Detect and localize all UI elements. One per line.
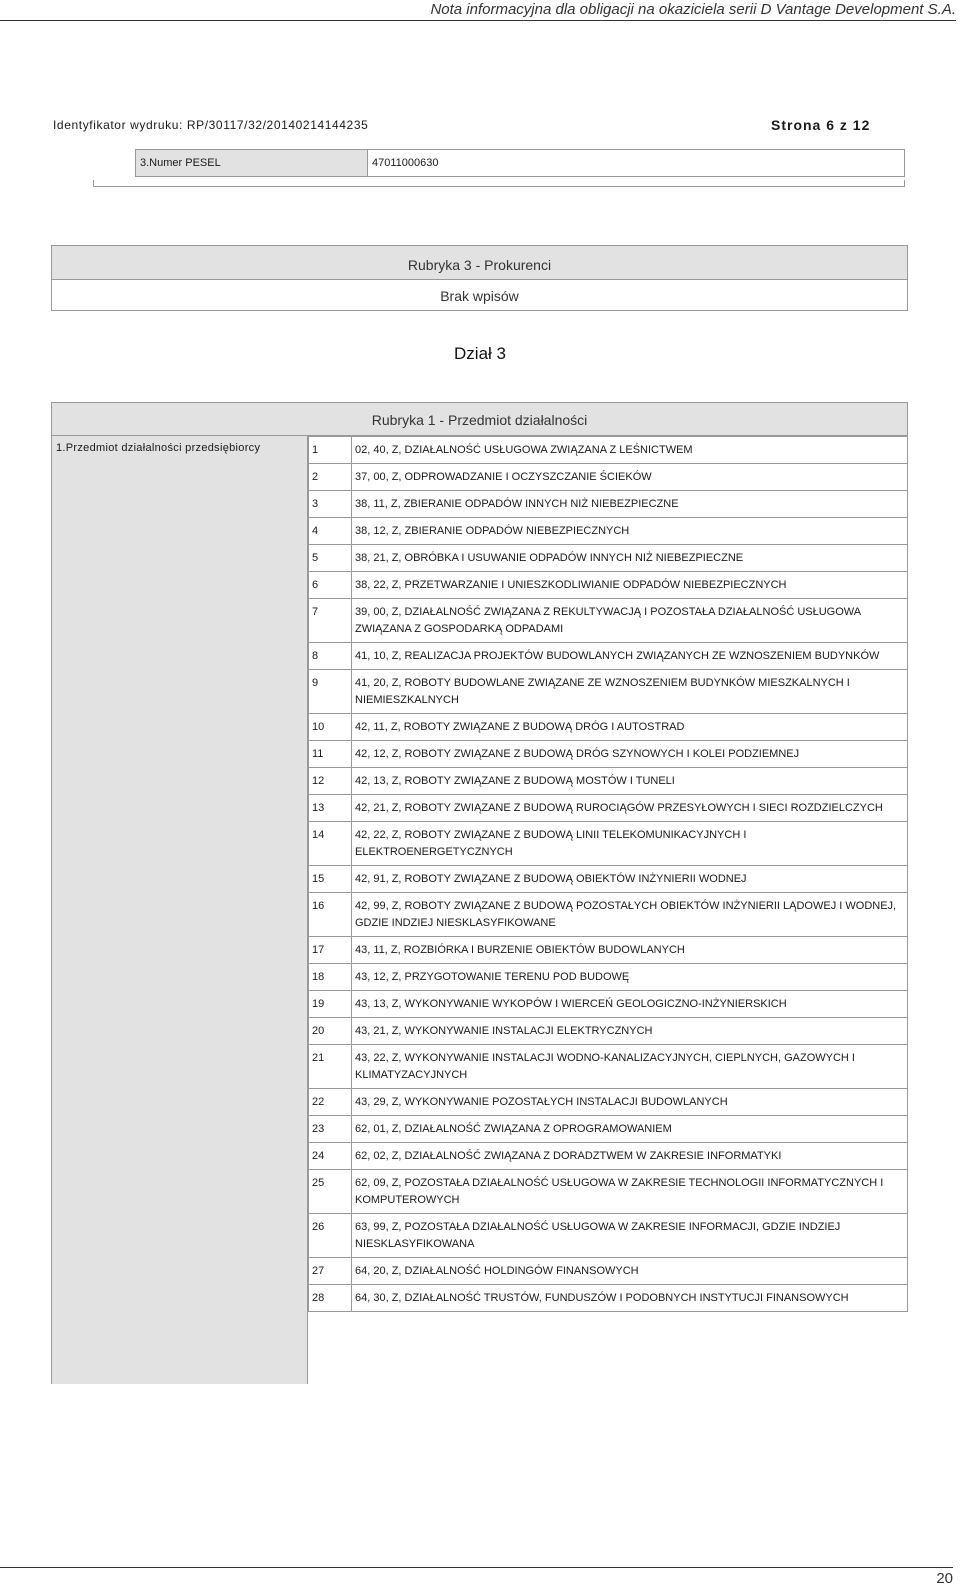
activity-row-number: 4 (309, 518, 352, 545)
activity-row-number: 9 (309, 670, 352, 714)
pesel-row (136, 150, 905, 177)
activity-row-number: 2 (309, 464, 352, 491)
activity-table (308, 436, 908, 1312)
activity-row (309, 572, 908, 599)
activity-row-text: 42, 91, Z, ROBOTY ZWIĄZANE Z BUDOWĄ OBIEKTÓW INŻYNIERII WODNEJ (352, 866, 908, 893)
activity-row (309, 1045, 908, 1089)
rubric-prokurenci (51, 245, 908, 311)
activity-row (309, 1258, 908, 1285)
activity-row-text: 42, 11, Z, ROBOTY ZWIĄZANE Z BUDOWĄ DRÓG I AUTOSTRAD (352, 714, 908, 741)
activity-row-text: 43, 29, Z, WYKONYWANIE POZOSTAŁYCH INSTALACJI BUDOWLANYCH (352, 1089, 908, 1116)
activity-row-text: 43, 22, Z, WYKONYWANIE INSTALACJI WODNO-KANALIZACYJNYCH, CIEPLNYCH, GAZOWYCH I KLIMATYZACYJNYCH (352, 1045, 908, 1089)
activity-row (309, 1214, 908, 1258)
activity-row-text: 62, 02, Z, DZIAŁALNOŚĆ ZWIĄZANA Z DORADZTWEM W ZAKRESIE INFORMATYKI (352, 1143, 908, 1170)
activity-row-number: 10 (309, 714, 352, 741)
activity-row-number: 1 (309, 437, 352, 464)
activity-row-text: 62, 01, Z, DZIAŁALNOŚĆ ZWIĄZANA Z OPROGRAMOWANIEM (352, 1116, 908, 1143)
activity-row-text: 42, 12, Z, ROBOTY ZWIĄZANE Z BUDOWĄ DRÓG SZYNOWYCH I KOLEI PODZIEMNEJ (352, 741, 908, 768)
page-footer (0, 1567, 953, 1589)
activity-row-text: 42, 22, Z, ROBOTY ZWIĄZANE Z BUDOWĄ LINII TELEKOMUNIKACYJNYCH I ELEKTROENERGETYCZNYCH (352, 822, 908, 866)
activity-row (309, 768, 908, 795)
page-counter: Strona 6 z 12 (771, 117, 871, 133)
activity-row (309, 1018, 908, 1045)
activity-row (309, 437, 908, 464)
activity-row-text: 38, 21, Z, OBRÓBKA I USUWANIE ODPADÓW INNYCH NIŻ NIEBEZPIECZNE (352, 545, 908, 572)
activity-row-number: 13 (309, 795, 352, 822)
activity-row (309, 1143, 908, 1170)
activity-row-text: 37, 00, Z, ODPROWADZANIE I OCZYSZCZANIE ŚCIEKÓW (352, 464, 908, 491)
activity-row-number: 21 (309, 1045, 352, 1089)
activity-row-text: 43, 12, Z, PRZYGOTOWANIE TERENU POD BUDOWĘ (352, 964, 908, 991)
activity-row (309, 937, 908, 964)
activity-row-text: 63, 99, Z, POZOSTAŁA DZIAŁALNOŚĆ USŁUGOWA W ZAKRESIE INFORMACJI, GDZIE INDZIEJ NIESKLASYFIKOWANA (352, 1214, 908, 1258)
activity-row-text: 43, 11, Z, ROZBIÓRKA I BURZENIE OBIEKTÓW BUDOWLANYCH (352, 937, 908, 964)
page-number: 20 (936, 1570, 953, 1587)
activity-row-text: 41, 10, Z, REALIZACJA PROJEKTÓW BUDOWLANYCH ZWIĄZANYCH ZE WZNOSZENIEM BUDYNKÓW (352, 643, 908, 670)
activity-row (309, 866, 908, 893)
activity-row-number: 7 (309, 599, 352, 643)
activity-row-text: 43, 21, Z, WYKONYWANIE INSTALACJI ELEKTRYCZNYCH (352, 1018, 908, 1045)
activity-row (309, 795, 908, 822)
activity-row-text: 38, 11, Z, ZBIERANIE ODPADÓW INNYCH NIŻ NIEBEZPIECZNE (352, 491, 908, 518)
rubric-prokurenci-title: Rubryka 3 - Prokurenci (52, 246, 907, 279)
activity-row-text: 42, 21, Z, ROBOTY ZWIĄZANE Z BUDOWĄ RUROCIĄGÓW PRZESYŁOWYCH I SIECI ROZDZIELCZYCH (352, 795, 908, 822)
activity-row (309, 464, 908, 491)
document-header (0, 0, 956, 21)
activity-row-number: 5 (309, 545, 352, 572)
rubric-activity-title: Rubryka 1 - Przedmiot działalności (51, 402, 908, 436)
activity-row-number: 27 (309, 1258, 352, 1285)
activity-row (309, 714, 908, 741)
activity-row (309, 545, 908, 572)
activity-row-number: 8 (309, 643, 352, 670)
activity-row-text: 64, 20, Z, DZIAŁALNOŚĆ HOLDINGÓW FINANSOWYCH (352, 1258, 908, 1285)
activity-row-number: 28 (309, 1285, 352, 1312)
activity-row-text: 64, 30, Z, DZIAŁALNOŚĆ TRUSTÓW, FUNDUSZÓW I PODOBNYCH INSTYTUCJI FINANSOWYCH (352, 1285, 908, 1312)
activity-row-number: 25 (309, 1170, 352, 1214)
activity-row-text: 02, 40, Z, DZIAŁALNOŚĆ USŁUGOWA ZWIĄZANA Z LEŚNICTWEM (352, 437, 908, 464)
activity-row-number: 11 (309, 741, 352, 768)
print-identifier: Identyfikator wydruku: RP/30117/32/20140214144235 (53, 118, 369, 132)
activity-row-text: 42, 13, Z, ROBOTY ZWIĄZANE Z BUDOWĄ MOSTÓW I TUNELI (352, 768, 908, 795)
activity-row-text: 39, 00, Z, DZIAŁALNOŚĆ ZWIĄZANA Z REKULTYWACJĄ I POZOSTAŁA DZIAŁALNOŚĆ USŁUGOWA ZWIĄZANA Z GOSPODARKĄ ODPADAMI (352, 599, 908, 643)
activity-row (309, 599, 908, 643)
activity-row-text: 42, 99, Z, ROBOTY ZWIĄZANE Z BUDOWĄ POZOSTAŁYCH OBIEKTÓW INŻYNIERII LĄDOWEJ I WODNEJ, GDZIE INDZIEJ NIESKLASYFIKOWANE (352, 893, 908, 937)
activity-row-number: 24 (309, 1143, 352, 1170)
activity-label-column (51, 436, 308, 1384)
activity-row (309, 991, 908, 1018)
activity-row-number: 6 (309, 572, 352, 599)
document-header-title: Nota informacyjna dla obligacji na okaziciela serii D Vantage Development S.A. (430, 1, 956, 18)
activity-row-number: 17 (309, 937, 352, 964)
activity-row (309, 1116, 908, 1143)
activity-row-number: 22 (309, 1089, 352, 1116)
activity-row-number: 23 (309, 1116, 352, 1143)
activity-row-number: 12 (309, 768, 352, 795)
pesel-table (135, 149, 905, 177)
rubric-prokurenci-body: Brak wpisów (52, 279, 907, 310)
activity-row-text: 38, 12, Z, ZBIERANIE ODPADÓW NIEBEZPIECZNYCH (352, 518, 908, 545)
table-border-fragment (93, 180, 905, 187)
activity-row-text: 43, 13, Z, WYKONYWANIE WYKOPÓW I WIERCEŃ GEOLOGICZNO-INŻYNIERSKICH (352, 991, 908, 1018)
activity-row-text: 62, 09, Z, POZOSTAŁA DZIAŁALNOŚĆ USŁUGOWA W ZAKRESIE TECHNOLOGII INFORMATYCZNYCH I KOMPUTEROWYCH (352, 1170, 908, 1214)
activity-row (309, 1285, 908, 1312)
pesel-value: 47011000630 (368, 150, 905, 177)
activity-row-text: 38, 22, Z, PRZETWARZANIE I UNIESZKODLIWIANIE ODPADÓW NIEBEZPIECZNYCH (352, 572, 908, 599)
activity-row (309, 670, 908, 714)
activity-row (309, 822, 908, 866)
activity-row (309, 741, 908, 768)
section-title: Dział 3 (454, 344, 506, 363)
activity-row (309, 518, 908, 545)
activity-row (309, 1089, 908, 1116)
activity-row-number: 14 (309, 822, 352, 866)
activity-row (309, 643, 908, 670)
activity-row-number: 20 (309, 1018, 352, 1045)
activity-row-number: 15 (309, 866, 352, 893)
activity-row-number: 26 (309, 1214, 352, 1258)
activity-row-text: 41, 20, Z, ROBOTY BUDOWLANE ZWIĄZANE ZE WZNOSZENIEM BUDYNKÓW MIESZKALNYCH I NIEMIESZKALNYCH (352, 670, 908, 714)
activity-row (309, 964, 908, 991)
activity-label: 1.Przedmiot działalności przedsiębiorcy (56, 442, 261, 454)
activity-row-number: 3 (309, 491, 352, 518)
activity-row-number: 16 (309, 893, 352, 937)
activity-row-number: 19 (309, 991, 352, 1018)
activity-row (309, 893, 908, 937)
activity-row (309, 1170, 908, 1214)
activity-row (309, 491, 908, 518)
activity-row-number: 18 (309, 964, 352, 991)
pesel-label: 3.Numer PESEL (136, 150, 368, 177)
